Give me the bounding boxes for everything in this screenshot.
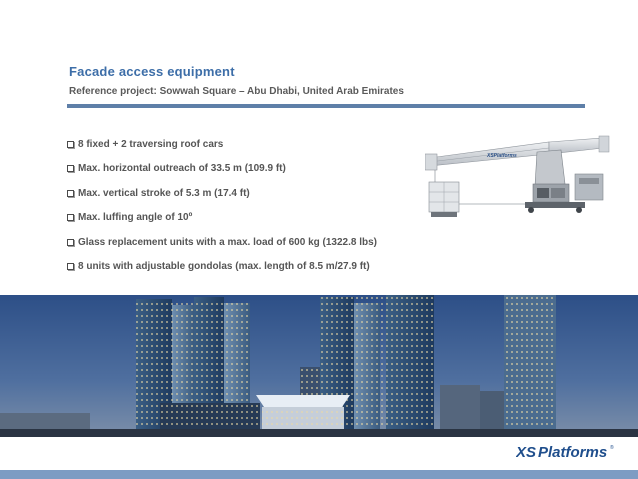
bullet-text: Max. vertical stroke of 5.3 m (17.4 ft) [78,187,250,199]
header-divider [67,104,585,108]
checkbox-bullet-icon [67,239,74,246]
xsplatforms-logo [516,440,616,462]
footer-stripe [0,470,638,479]
bullet-item [67,212,377,236]
checkbox-bullet-icon [67,214,74,221]
bullet-item [67,139,377,163]
checkbox-bullet-icon [67,190,74,197]
bullet-text: 8 fixed + 2 traversing roof cars [78,139,224,150]
bullet-item [67,188,377,212]
bullet-text: 8 units with adjustable gondolas (max. length of 8.5 m/27.9 ft) [78,260,370,272]
checkbox-bullet-icon [67,263,74,270]
logo-xs-text: XS [516,444,537,461]
bullet-text: Max. luffing angle of 10º [78,212,193,224]
bullet-item [67,237,377,261]
bullet-text: Glass replacement units with a max. load of 600 kg (1322.8 lbs) [78,236,377,248]
bullet-item [67,163,377,187]
slide-title: Facade access equipment [69,64,235,79]
slide-subtitle: Reference project: Sowwah Square – Abu Dhabi, United Arab Emirates [69,86,404,97]
roof-car-image [425,130,615,230]
bullet-text: Max. horizontal outreach of 33.5 m (109.9 ft) [78,163,286,175]
checkbox-bullet-icon [67,141,74,148]
checkbox-bullet-icon [67,165,74,172]
bullet-item [67,261,377,285]
logo-platforms-text: Platforms [538,444,608,461]
bullet-list [67,139,377,285]
skyline-photo [0,295,638,437]
logo-registered-mark: ® [610,445,614,451]
boom-brand-text: XSPlatforms [487,153,517,159]
